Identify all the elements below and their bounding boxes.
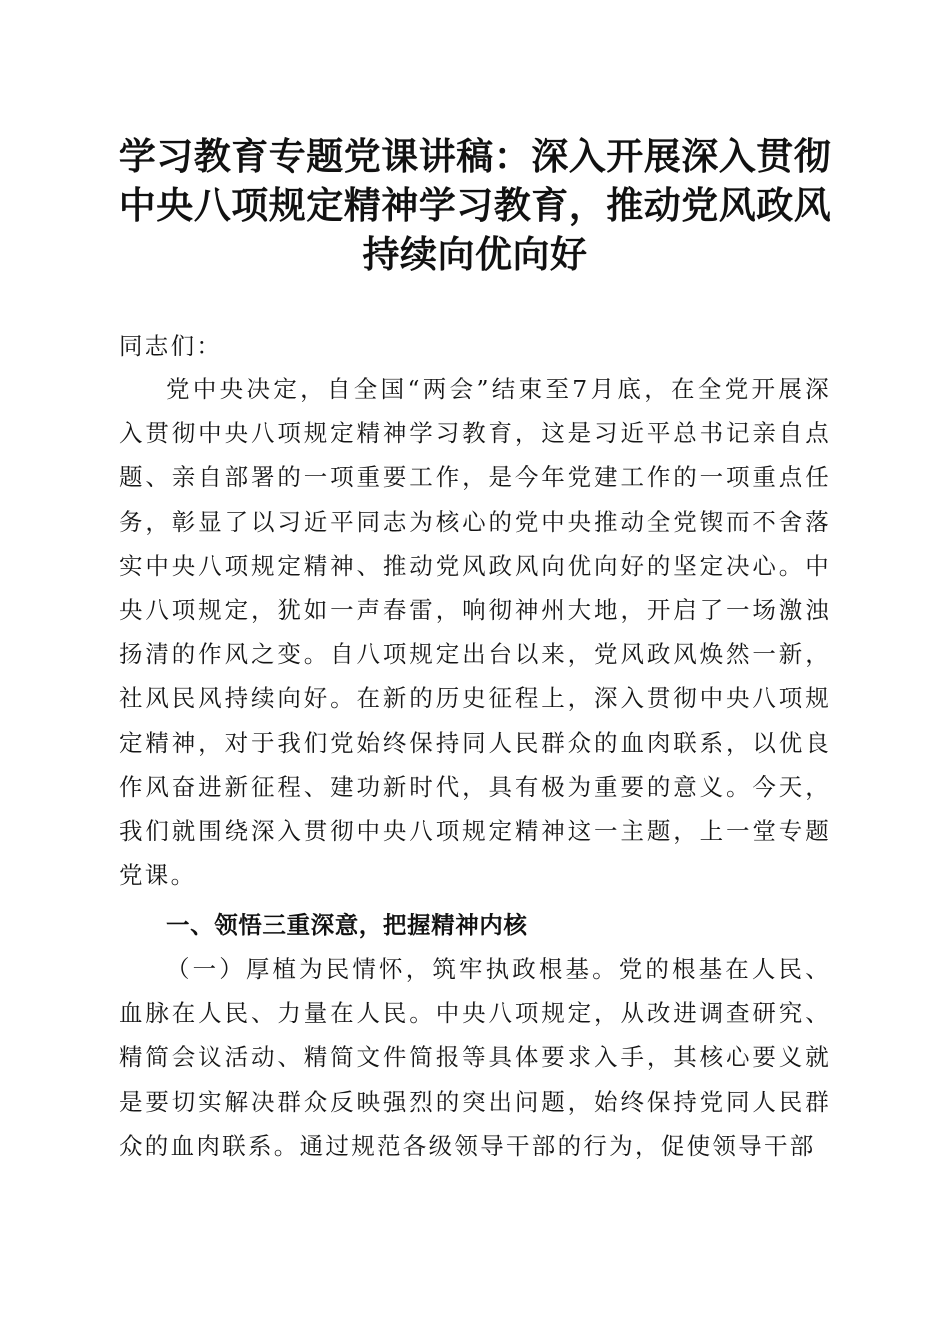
paragraph-intro: 党中央决定，自全国“两会”结束至7月底，在全党开展深入贯彻中央八项规定精神学习教育，这是习近平总书记亲自点题、亲自部署的一项重要工作，是今年党建工作的一项重点任务，彰显了以习近平同志为核心的党中央推动全党锲而不舍落实中央八项规定精神、推动党风政风向优向好的坚定决心。中央八项规定，犹如一声春雷，响彻神州大地，开启了一场激浊扬清的作风之变。自八项规定出台以来，党风政风焕然一新，社风民风持续向好。在新的历史征程上，深入贯彻中央八项规定精神，对于我们党始终保持同人民群众的血肉联系，以优良作风奋进新征程、建功新时代，具有极为重要的意义。今天，我们就围绕深入贯彻中央八项规定精神这一主题，上一堂专题党课。	[119, 375, 831, 890]
salutation: 同志们：	[119, 332, 223, 360]
section-heading-1: 一、领悟三重深意，把握精神内核	[166, 911, 528, 939]
paragraph-subsection-1-body: 党的根基在人民、血脉在人民、力量在人民。中央八项规定，从改进调查研究、精简会议活动、精简文件简报等具体要求入手，其核心要义就是要切实解决群众反映强烈的突出问题，始终保持党同人民群众的血肉联系。通过规范各级领导干部的行为，促使领导干部	[119, 955, 831, 1160]
subsection-1	[119, 947, 831, 1168]
paragraph-subsection-1	[119, 947, 831, 1168]
subsection-heading-1: （一）厚植为民情怀，筑牢执政根基。	[166, 955, 619, 983]
document-title: 学习教育专题党课讲稿：深入开展深入贯彻中央八项规定精神学习教育，推动党风政风持续向优向好	[118, 134, 832, 276]
